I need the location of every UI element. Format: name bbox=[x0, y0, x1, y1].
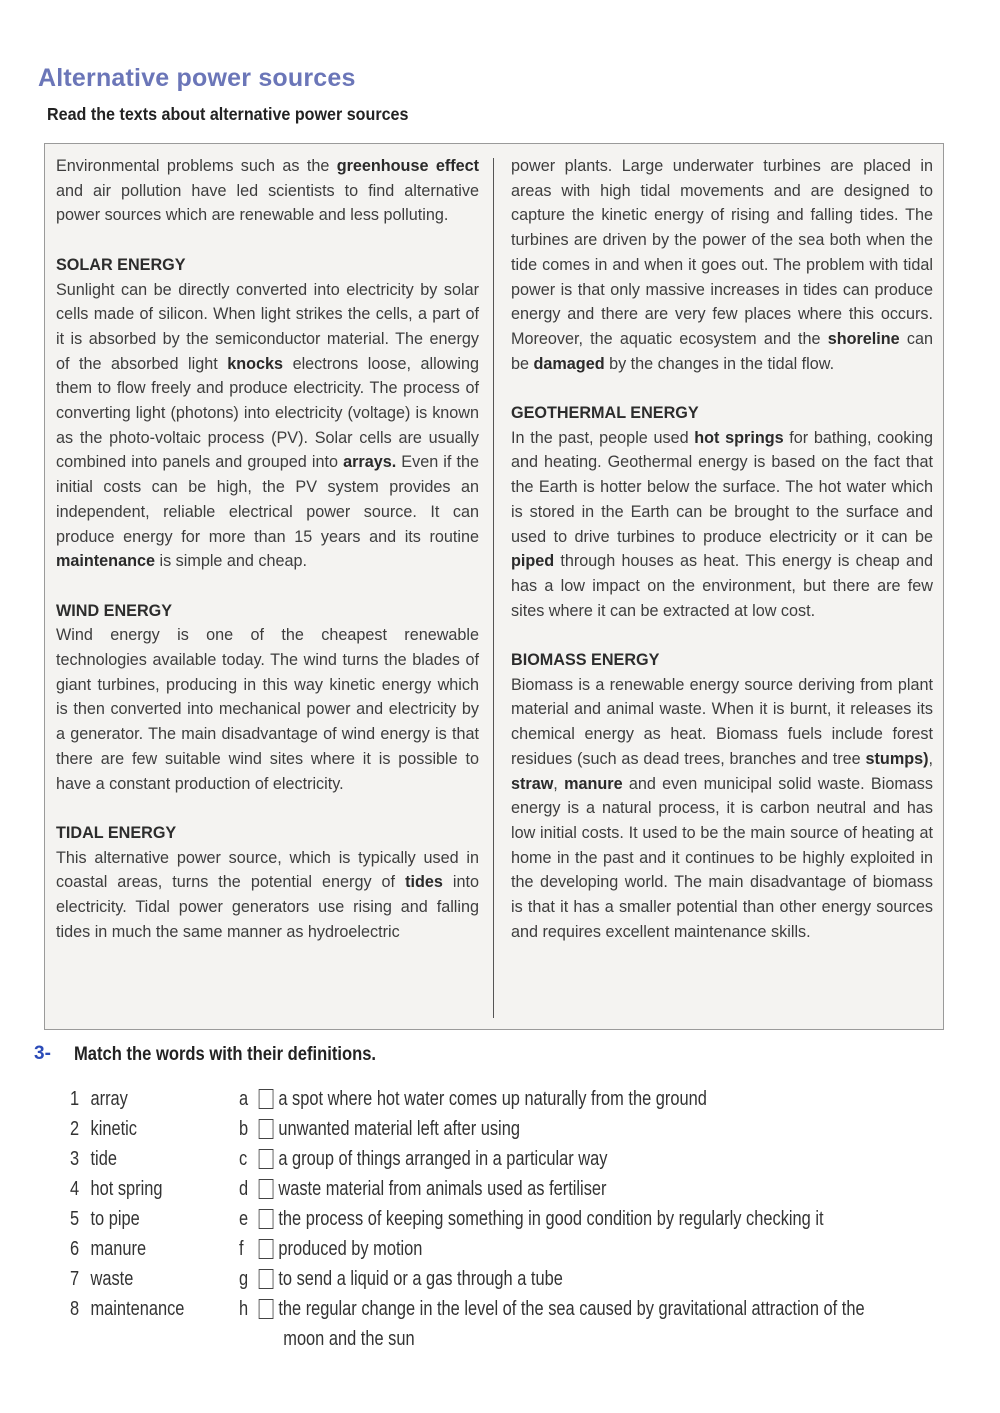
word-item: 6 manure bbox=[70, 1238, 147, 1260]
intro-paragraph: Environmental problems such as the greenhouse effect and air pollution have led scientists to find alternative power sources which are renewable and less polluting. bbox=[56, 157, 480, 225]
word-item: 4 hot spring bbox=[70, 1178, 163, 1200]
definition-item: f produced by motion bbox=[239, 1238, 423, 1260]
definition-item: c a group of things arranged in a particular way bbox=[239, 1148, 608, 1170]
definition-item: a a spot where hot water comes up naturally from the ground bbox=[239, 1088, 707, 1110]
biomass-heading: BIOMASS ENERGY bbox=[511, 651, 660, 670]
wind-paragraph: Wind energy is one of the cheapest renewable technologies available today. The wind turns the blades of giant turbines, producing in this way kinetic energy which is then converted into mechanical power and electricity by a generator. The main disadvantage of wind energy is that there are few suitable wind sites where it is possible to have a constant production of electricity. bbox=[56, 626, 479, 793]
exercise-number: 3- bbox=[34, 1043, 51, 1064]
geothermal-heading: GEOTHERMAL ENERGY bbox=[511, 404, 699, 423]
page-title: Alternative power sources bbox=[38, 64, 356, 92]
definition-item: g to send a liquid or a gas through a tube bbox=[239, 1268, 563, 1290]
solar-paragraph: Sunlight can be directly converted into electricity by solar cells made of silicon. When light strikes the cells, a part of it is absorbed by the semiconductor material. The energy of the absorbed light knocks electrons loose, allowing them to flow freely and produce electricity. The process of converting light (photons) into electricity (voltage) is known as the photo-voltaic process (PV). Solar cells are usually combined into panels and grouped into arrays. Even if the initial costs can be high, the PV system provides an independent, reliable electrical power source. It can produce energy for more than 15 years and its routine maintenance is simple and cheap. bbox=[56, 280, 479, 571]
word-item: 3 tide bbox=[70, 1148, 117, 1170]
left-column bbox=[56, 154, 479, 944]
word-item: 5 to pipe bbox=[70, 1208, 140, 1230]
answer-checkbox[interactable] bbox=[259, 1149, 274, 1169]
answer-checkbox[interactable] bbox=[259, 1119, 274, 1139]
word-list bbox=[70, 1084, 250, 1324]
answer-checkbox[interactable] bbox=[259, 1089, 274, 1109]
geothermal-paragraph: In the past, people used hot springs for bathing, cooking and heating. Geothermal energy is based on the fact that the Earth is hotter below the surface. The hot water which is stored in the Earth can be brought to the surface and used to drive turbines to produce electricity or it can be piped through houses as heat. This energy is cheap and has a low impact on the environment, but there are few sites where it can be extracted at low cost. bbox=[511, 428, 933, 620]
definition-item: d waste material from animals used as fertiliser bbox=[239, 1178, 607, 1200]
definition-item: e the process of keeping something in good condition by regularly checking it bbox=[239, 1208, 824, 1230]
column-divider bbox=[493, 158, 494, 1018]
definition-continuation: moon and the sun bbox=[283, 1328, 415, 1350]
answer-checkbox[interactable] bbox=[259, 1209, 274, 1229]
wind-heading: WIND ENERGY bbox=[56, 601, 173, 620]
solar-heading: SOLAR ENERGY bbox=[56, 255, 186, 274]
definition-list bbox=[239, 1084, 920, 1354]
right-column bbox=[511, 154, 933, 944]
biomass-paragraph: Biomass is a renewable energy source deriving from plant material and animal waste. When it is burnt, it releases its chemical energy as heat. Biomass fuels include forest residues (such as dead trees, branches and tree stumps), straw, manure and even municipal solid waste. Biomass energy is a natural process, it is carbon neutral and has low initial costs. It used to be the main source of heating at home in the past and it continues to be highly exploited in the developing world. The main disadvantage of biomass is that it has a smaller potential than other energy sources and requires excellent maintenance skills. bbox=[511, 675, 933, 941]
answer-checkbox[interactable] bbox=[259, 1239, 274, 1259]
definition-item: h the regular change in the level of the sea caused by gravitational attraction of the bbox=[239, 1298, 865, 1320]
exercise-instruction: Match the words with their definitions. bbox=[74, 1043, 377, 1065]
answer-checkbox[interactable] bbox=[259, 1269, 274, 1289]
tidal-paragraph-part1: This alternative power source, which is typically used in coastal areas, turns the potential energy of tides into electricity. Tidal power generators use rising and falling tides in much the same manner as hydroelectric bbox=[56, 848, 479, 941]
answer-checkbox[interactable] bbox=[259, 1179, 274, 1199]
word-item: 1 array bbox=[70, 1088, 128, 1110]
definition-item: b unwanted material left after using bbox=[239, 1118, 520, 1140]
word-item: 2 kinetic bbox=[70, 1118, 137, 1140]
page-subtitle: Read the texts about alternative power sources bbox=[47, 104, 409, 124]
word-item: 8 maintenance bbox=[70, 1298, 185, 1320]
word-item: 7 waste bbox=[70, 1268, 134, 1290]
tidal-heading: TIDAL ENERGY bbox=[56, 823, 177, 842]
tidal-paragraph-part2: power plants. Large underwater turbines are placed in areas with high tidal movements and are designed to capture the kinetic energy of rising and falling tides. The turbines are driven by the power of the sea both when the tide comes in and when it goes out. The problem with tidal power is that only massive increases in tides can produce energy and there are very few places where this occurs. Moreover, the aquatic ecosystem and the shoreline can be damaged by the changes in the tidal flow. bbox=[511, 157, 933, 373]
reading-text-box bbox=[44, 143, 944, 1030]
answer-checkbox[interactable] bbox=[259, 1299, 274, 1319]
